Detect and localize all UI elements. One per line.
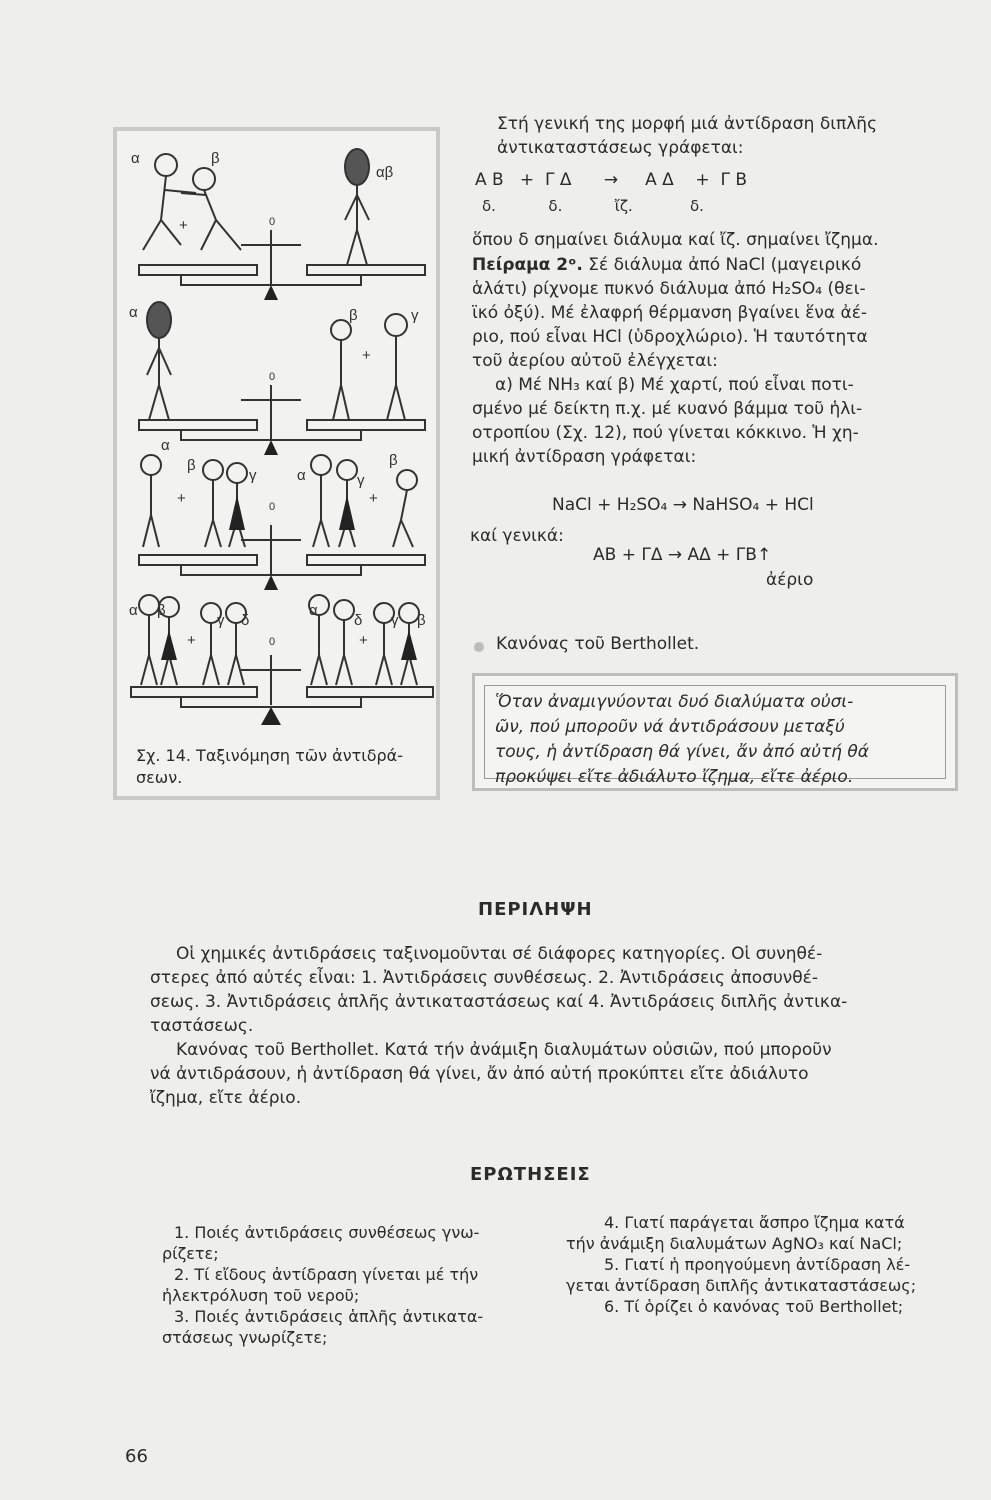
svg-text:β: β	[389, 452, 398, 469]
svg-text:α: α	[129, 602, 138, 619]
questions-right: 4. Γιατί παράγεται ἄσπρο ἴζημα κατά τήν ἀνάμιξη διαλυμάτων AgNO₃ καί NaCl; 5. Γιατί ἡ προηγούμενη ἀντίδραση λέ- γεται ἀντίδραση διπλῆς ἀντικαταστάσεως; 6. Τί ὁρίζει ὁ κανόνας τοῦ Berthollet;	[566, 1213, 917, 1316]
scale-single-replacement	[139, 455, 425, 575]
svg-text:0: 0	[269, 501, 276, 513]
berthollet-rule-box	[472, 673, 958, 791]
summary-text: Οἱ χημικές ἀντιδράσεις ταξινομοῦνται σέ διάφορες κατηγορίες. Οἱ συνηθέ- στερες ἀπό αὐτές εἶναι: 1. Ἀντιδράσεις συνθέσεως. 2. Ἀντιδράσεις ἀποσυνθέ- σεως. 3. Ἀντιδράσεις ἁπλῆς ἀντικαταστάσεως καί 4. Ἀντιδράσεις διπλῆς ἀντικα- ταστάσεως. Κανόνας τοῦ Berthollet. Κατά τήν ἀνάμιξη διαλυμάτων οὐσιῶν, πού μποροῦν νά ἀντιδράσουν, ἡ ἀντίδραση θά γίνει, ἄν ἀπό αὐτή προκύπτει εἴτε ἀδιάλυτο ἴζημα, εἴτε ἀέριο.	[150, 944, 848, 1108]
svg-text:β: β	[187, 457, 196, 474]
page-number: 66	[125, 1446, 148, 1467]
berthollet-rule-text: Ὅταν ἀναμιγνύονται δυό διαλύματα οὐσι- ῶν, πού μποροῦν νά ἀντιδράσουν μεταξύ τους, ἡ ἀντίδραση θά γίνει, ἄν ἀπό αὐτή θά προκύψει εἴτε ἀδιάλυτο ἴζημα, εἴτε ἀέριο.	[484, 685, 946, 779]
equation-states: δ. δ. ἴζ. δ.	[482, 197, 704, 215]
svg-text:α: α	[129, 304, 138, 321]
general-gas-equation: ΑΒ + ΓΔ → ΑΔ + ΓΒ↑	[593, 545, 772, 565]
summary-heading: ΠΕΡΙΛΗΨΗ	[478, 899, 593, 920]
svg-text:0: 0	[269, 371, 276, 383]
svg-text:β: β	[349, 307, 358, 324]
berthollet-heading: Κανόνας τοῦ Berthollet.	[496, 634, 700, 654]
questions-left: 1. Ποιές ἀντιδράσεις συνθέσεως γνω- ρίζετε; 2. Τί εἴδους ἀντίδραση γίνεται μέ τήν ἠλεκτρόλυση τοῦ νεροῦ; 3. Ποιές ἀντιδράσεις ἁπλῆς ἀντικατα- στάσεως γνωρίζετε;	[162, 1223, 484, 1347]
general-equation: Α Β + Γ Δ → Α Δ + Γ Β	[475, 170, 748, 190]
svg-text:0: 0	[269, 216, 276, 228]
svg-text:αβ: αβ	[376, 164, 394, 181]
scale-decomposition	[139, 302, 425, 440]
svg-text:α: α	[309, 602, 318, 619]
svg-text:+: +	[359, 632, 368, 649]
svg-text:γ: γ	[411, 307, 419, 324]
legend-line: ὅπου δ σημαίνει διάλυμα καί ἴζ. σημαίνει ἴζημα.	[472, 230, 879, 250]
svg-text:α: α	[297, 467, 306, 484]
svg-text:β: β	[417, 612, 426, 629]
svg-text:+: +	[369, 490, 378, 507]
intro-text: Στή γενική της μορφή μιά ἀντίδραση διπλῆς ἀντικαταστάσεως γράφεται:	[497, 114, 878, 158]
svg-text:γ: γ	[249, 467, 257, 484]
svg-text:+: +	[177, 490, 186, 507]
questions-heading: ΕΡΩΤΗΣΕΙΣ	[470, 1164, 591, 1185]
svg-text:0: 0	[269, 636, 276, 648]
fulcrum-2	[264, 440, 278, 455]
bullet-icon	[474, 642, 484, 652]
and-generally: καί γενικά:	[470, 526, 564, 546]
fulcrum-1	[264, 285, 278, 300]
fulcrum-4	[261, 707, 281, 725]
svg-text:β: β	[211, 150, 220, 167]
svg-text:α: α	[161, 437, 170, 454]
svg-text:δ: δ	[354, 612, 363, 629]
svg-text:δ: δ	[241, 612, 250, 629]
scale-double-replacement	[131, 595, 433, 707]
figure-frame	[113, 127, 440, 800]
experiment-title: Πείραμα 2ᵒ.	[472, 255, 583, 275]
figure-caption: Σχ. 14. Ταξινόμηση τῶν ἀντιδρά-σεων.	[136, 746, 403, 787]
svg-text:+: +	[362, 347, 371, 364]
svg-text:+: +	[187, 632, 196, 649]
svg-text:γ: γ	[391, 612, 399, 629]
svg-text:γ: γ	[357, 472, 365, 489]
svg-text:β: β	[157, 602, 166, 619]
balance-illustration	[121, 135, 440, 800]
svg-text:+: +	[179, 217, 188, 234]
experiment-text: Πείραμα 2ᵒ. Σέ διάλυμα ἀπό NaCl (μαγειρικό ἁλάτι) ρίχνομε πυκνό διάλυμα ἀπό H₂SO₄ (θει- ϊκό ὀξύ). Μέ ἐλαφρή θέρμανση βγαίνει ἕνα ἀέ- ριο, πού εἶναι HCl (ὑδροχλώριο). Ἡ ταυτότητα τοῦ ἀερίου αὐτοῦ ἐλέγχεται: α) Μέ NH₃ καί β) Μέ χαρτί, πού εἶναι ποτι- σμένο μέ δείκτη π.χ. μέ κυανό βάμμα τοῦ ἡλι- οτροπίου (Σχ. 12), πού γίνεται κόκκινο. Ἡ χη- μική ἀντίδραση γράφεται:	[472, 255, 868, 467]
gas-label: ἀέριο	[766, 570, 814, 590]
svg-text:α: α	[131, 150, 140, 167]
svg-text:γ: γ	[217, 612, 225, 629]
fulcrum-3	[264, 575, 278, 590]
nacl-equation: NaCl + H₂SO₄ → NaHSO₄ + HCl	[552, 495, 814, 515]
